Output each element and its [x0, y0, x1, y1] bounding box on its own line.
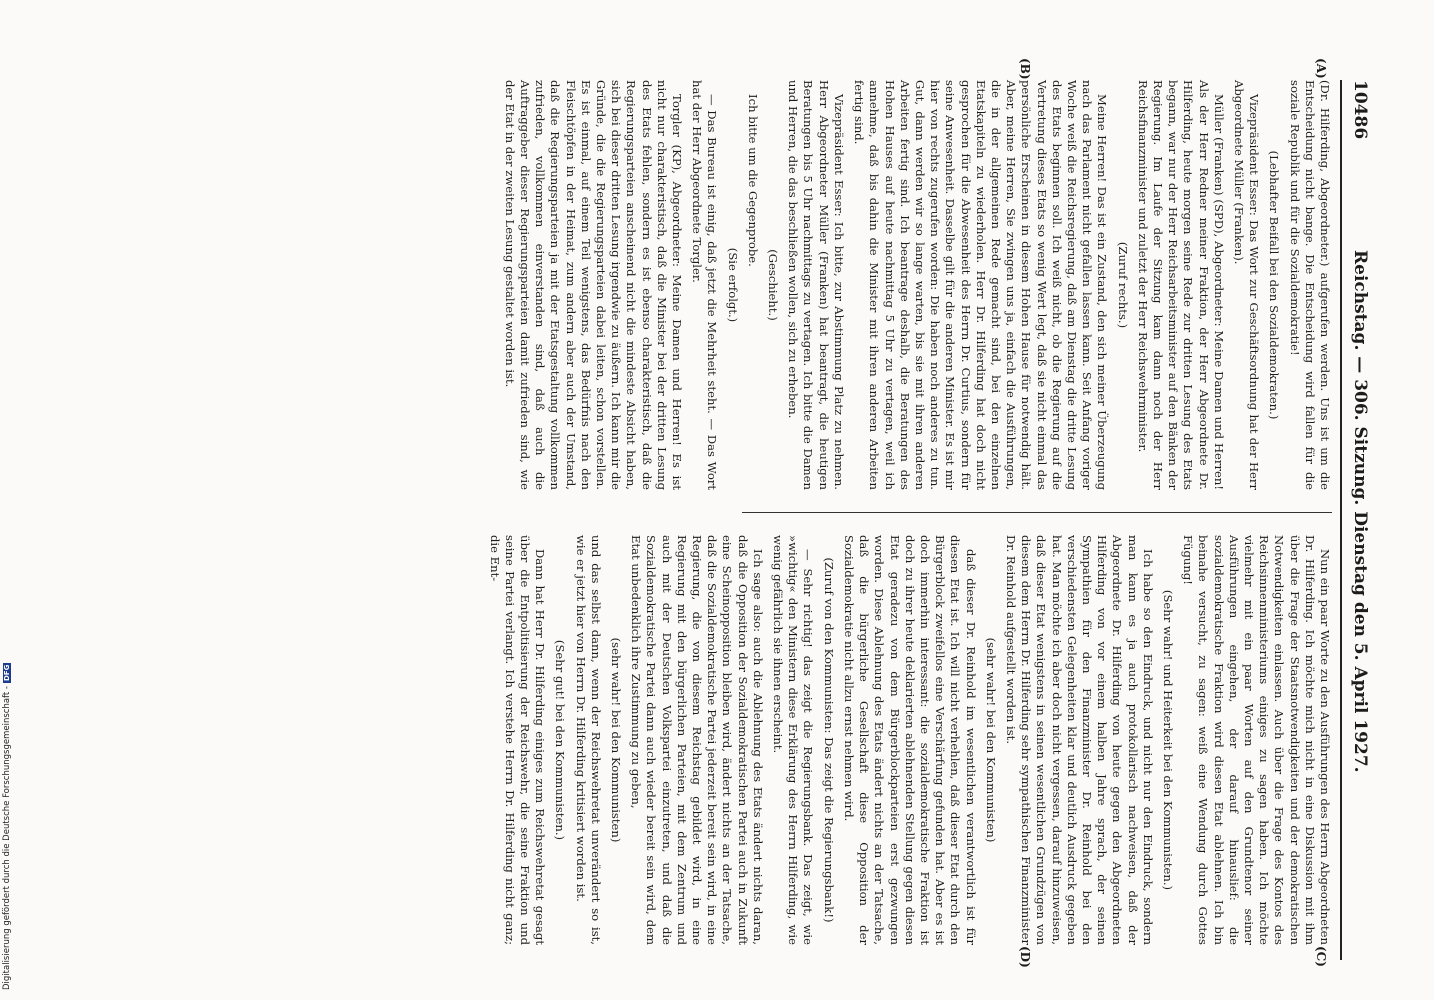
- page-number: 10486: [1350, 80, 1370, 140]
- paragraph: — Das Bureau ist einig, daß jetzt die Mehrheit steht. — Das Wort hat der Herr Abgeordnete Torgler.: [690, 80, 720, 490]
- stage-direction: (Sie erfolgt.): [725, 247, 740, 323]
- stage-direction: (Lebhafter Beifall bei den Sozialdemokraten.): [1267, 150, 1282, 420]
- stage-direction: (Geschieht.): [766, 249, 781, 321]
- paragraph: und das selbst dann, wenn der Reichswehretat unverändert so ist, wie er jetzt hier von Herrn Dr. Hilferding kritisiert worden ist.: [573, 535, 603, 945]
- column-divider: [742, 512, 1332, 513]
- paragraph: Müller (Franken) (SPD), Abgeordneter: Meine Damen und Herren! Als der Herr Redner meiner Fraktion, der Herr Abgeordnete Dr. Hilferding, heute morgen seine Rede zur dritten Lesung des Etats begann, war nur der Herr Reichsarbeitsminister auf den Bänken der Regierung. Im Laufe der Sitzung kam dann noch der Herr Reichsfinanzminister und zuletzt der Herr Reichswehrminister.: [1135, 80, 1226, 490]
- paragraph: Nun ein paar Worte zu den Ausführungen des Herrn Abgeordneten Dr. Hilferding. Ich möchte mich nicht in eine Diskussion mit ihm über die Frage der Staatsnotwendigkeiten und der demokratischen Notwendigkeiten einlassen. Auch über die Frage des Kontos des Reichsinnenministeriums einiges zu sagen haben. Ich möchte vielmehr mit ein paar Worten auf den Grundtenor seiner Ausführungen eingehen, der darauf hinauslief: die sozialdemokratische Fraktion wird diesen Etat ablehnen. Ich bin beinahe versucht, zu sagen: weiß eine Wendung durch Gottes Fügung!: [1181, 535, 1332, 945]
- stage-direction: (Zuruf rechts.): [1115, 241, 1130, 329]
- margin-marker-a: (A): [1314, 58, 1328, 79]
- stage-direction: (sehr wahr! bei den Kommunisten): [609, 637, 624, 843]
- stage-direction: (Zuruf von den Kommunisten: Das zeigt die Regierungsbank!): [821, 557, 836, 923]
- dfg-logo: DFG: [3, 664, 11, 682]
- paragraph: Torgler (KP), Abgeordneter: Meine Damen und Herren! Es ist nicht nur charakteristisch, daß die Minister bei der dritten Lesung des Etats fehlen, sondern es ist ebenso charakteristisch, daß die Regierungsparteien anscheinend nicht die mindeste Absicht haben, sich bei dieser dritten Lesung irgendwie zu äußern. Ich kann mir die Gründe, die die Regierungsparteien dabei leiten, schon vorstellen. Es ist einmal, auf einem Teil wenigstens, das Bedürfnis nach den Fleischtöpfen in der Heimat, zum andern aber auch der Umstand, daß die Regierungsparteien ja mit der Etatsgestaltung vollkommen zufrieden, vollkommen einverstanden sind, daß auch die Auftraggeber dieser Regierungsparteien damit zufrieden sind, wie der Etat in der zweiten Lesung gestaltet worden ist.: [502, 80, 685, 490]
- credit-text: Digitalisierung gefördert durch die Deutsche Forschungsgemeinschaft -: [2, 686, 12, 990]
- right-column: [481, 535, 1332, 945]
- page-header: [1340, 80, 1372, 960]
- margin-marker-b: (B): [1018, 58, 1032, 80]
- paragraph: Dann hat Herr Dr. Hilferding einiges zum Reichswehretat gesagt über die Entpolitisierung der Reichswehr, die seine Fraktion und seine Partei verlangt. Ich verstehe Herrn Dr. Hilferding nicht ganz; die Ent-: [487, 535, 548, 945]
- paragraph: Ich bitte um die Gegenprobe.: [745, 94, 760, 267]
- paragraph: — Sehr richtig! das zeigt die Regierungsbank. Das zeigt, wie »wichtig« den Ministern diese Erklärung des Herrn Hilferding, wie wenig gefährlich sie ihnen erscheint.: [771, 535, 816, 945]
- paragraph: Ich sage also: auch die Ablehnung des Etats ändert nichts daran, daß die Opposition der Sozialdemokratischen Partei auch in Zukunft eine Scheinopposition bleiben wird, ändert nichts an der Tatsache, daß die Sozialdemokratische Partei jederzeit bereit sein wird, in eine Regierung, die von diesem Reichstag gebildet wird, in eine Regierung mit den bürgerlichen Parteien, mit dem Zentrum und auch mit der Deutschen Volkspartei einzutreten, und daß die Sozialdemokratische Partei dann auch wieder bereit sein wird, dem Etat unbedenklich ihre Zustimmung zu geben,: [629, 535, 765, 945]
- paragraph: Vizepräsident Esser: Ich bitte, zur Abstimmung Platz zu nehmen. Herr Abgeordneter Müller (Franken) hat beantragt, die heutigen Beratungen bis 5 Uhr nachmittags zu vertagen. Ich bitte die Damen und Herren, die das beschließen wollen, sich zu erheben.: [786, 80, 846, 490]
- paragraph: Ich habe so den Eindruck, und nicht nur den Eindruck, sondern man kann es ja auch protokollarisch nachweisen, daß der Abgeordnete Dr. Hilferding von heute gegen den Abgeordneten Hilferding von vor einem halben Jahre sprach, der seinen Sympathien für den Finanzminister Dr. Reinhold bei den verschiedensten Gelegenheiten klar und deutlich Ausdruck gegeben hat. Man möchte ich aber doch nicht vergessen, darauf hinzuweisen, daß dieser Etat wenigstens in seinen wesentlichen Grundzügen von diesem dem Herrn Dr. Hilferding sehr sympathischen Finanzminister Dr. Reinhold aufgestellt worden ist.: [1003, 535, 1155, 945]
- rotated-page: [12, 58, 1372, 968]
- stage-direction: (sehr wahr! bei den Kommunisten): [983, 637, 998, 843]
- digitization-credit: [2, 598, 16, 990]
- stage-direction: (Sehr wahr! und Heiterkeit bei den Kommunisten.): [1160, 589, 1175, 891]
- margin-marker-d: (D): [1018, 946, 1032, 968]
- paragraph: daß dieser Dr. Reinhold im wesentlichen verantwortlich ist für diesen Etat ist. Ich will nicht verhehlen, daß dieser Etat durch den Bürgerblock zweifellos eine Verschärfung gefunden hat. Aber es ist doch immerhin interessant: die sozialdemokratische Fraktion ist doch zu ihrer heute deklarierten ablehnenden Stellung gegen diesen Etat geradezu von dem Bürgerblockparteien erst gezwungen worden. Diese Ablehnung des Etats ändert nichts an der Tatsache, daß die bürgerliche Gesellschaft diese Opposition der Sozialdemokratie nicht allzu ernst nehmen wird.: [841, 535, 978, 945]
- left-column: [497, 80, 1332, 490]
- paragraph: (Dr. Hilferding, Abgeordneter.) aufgerufen werden. Uns ist um die Entscheidung nicht bange. Die Entscheidung wird fallen für die soziale Republik und für die Sozialdemokratie!: [1287, 80, 1332, 490]
- paragraph: Meine Herren! Das ist ein Zustand, den sich meiner Überzeugung nach das Parlament nicht gefallen lassen kann. Seit Anfang voriger Woche weiß die Reichsregierung, daß am Dienstag die dritte Lesung des Etats beginnen soll. Ich weiß nicht, ob die Regierung auf die Vertretung dieses Etats so wenig Wert legt, daß sie nicht einmal das persönliche Erscheinen in diesem Hohen Hause für notwendig hält. Aber, meine Herren, Sie zwingen uns ja, einfach die Ausführungen, die in der allgemeinen Rede gemacht sind, bei den einzelnen Etatskapiteln zu wiederholen. Herr Dr. Hilferding hat doch nicht gesprochen für die Abwesenheit des Herrn Dr. Curtius, sondern für seine Anwesenheit. Dasselbe gilt für die anderen Minister. Es ist mir hier von rechts zugerufen worden: Die haben noch anderes zu tun. Gut, dann werden wir so lange warten, bis sie mit ihren anderen Arbeiten fertig sind. Ich beantrage deshalb, die Beratungen des Hohen Hauses auf heute nachmittag 5 Uhr zu vertagen, weil ich annehme, daß bis dahin die Minister mit ihren anderen Arbeiten fertig sind.: [852, 80, 1110, 490]
- margin-marker-c: (C): [1314, 946, 1328, 967]
- paragraph: Vizepräsident Esser: Das Wort zur Geschäftsordnung hat der Herr Abgeordnete Müller (Franken).: [1231, 80, 1262, 490]
- page-title: Reichstag. — 306. Sitzung. Dienstag den 5. April 1927.: [1350, 250, 1370, 773]
- stage-direction: (Sehr gut! bei den Kommunisten.): [553, 639, 568, 841]
